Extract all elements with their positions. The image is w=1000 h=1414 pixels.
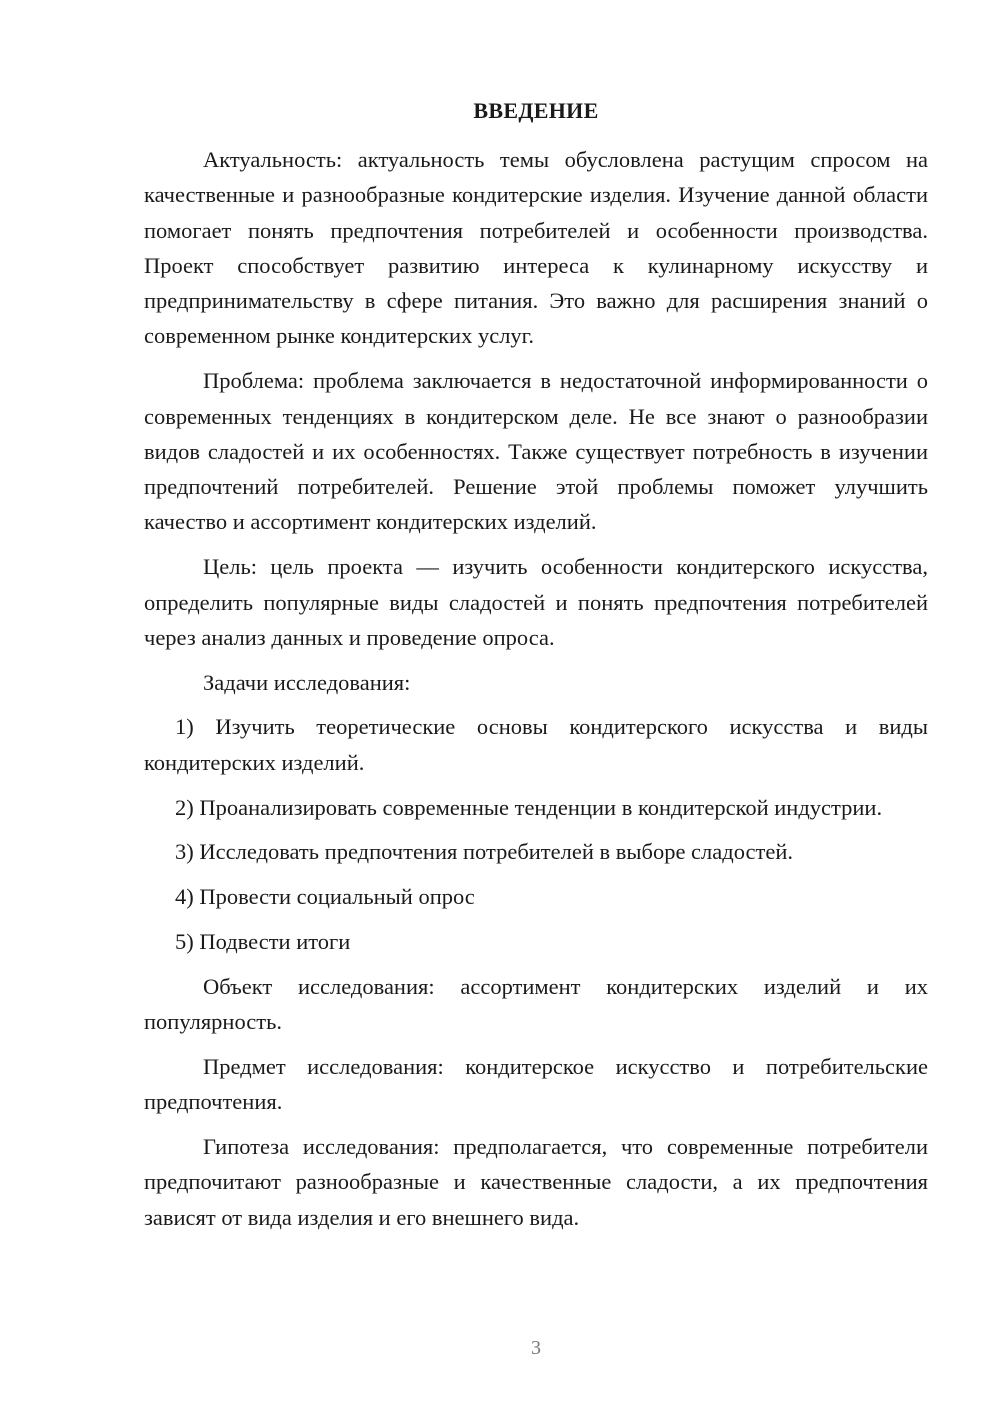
page-number: 3 [531,1337,541,1359]
paragraph-relevance: Актуальность: актуальность темы обусловлена растущим спросом на качественные и разнообразные кондитерские изделия. Изучение данной области помогает понять предпочтения потребителей и особенности производства. Проект способствует развитию интереса к кулинарному искусству и предпринимательству в сфере питания. Это важно для расширения знаний о современном рынке кондитерских услуг. [144,147,928,349]
task-item: 5) Подвести итоги [175,928,351,954]
task-item: 2) Проанализировать современные тенденции в кондитерской индустрии. [175,794,883,820]
page-title: ВВЕДЕНИЕ [473,98,599,123]
task-item: 1) Изучить теоретические основы кондитерского искусства и виды кондитерских изделий. [144,714,928,775]
body-text [144,142,928,1244]
paragraph-goal: Цель: цель проекта — изучить особенности кондитерского искусства, определить популярные виды сладостей и понять предпочтения потребителей через анализ данных и проведение опроса. [144,554,928,650]
paragraph-problem: Проблема: проблема заключается в недостаточной информированности о современных тенденциях в кондитерском деле. Не все знают о разнообразии видов сладостей и их особенностях. Также существует потребность в изучении предпочтений потребителей. Решение этой проблемы поможет улучшить качество и ассортимент кондитерских изделий. [144,368,928,535]
paragraph-hypothesis: Гипотеза исследования: предполагается, что современные потребители предпочитают разнообразные и качественные сладости, а их предпочтения зависят от вида изделия и его внешнего вида. [144,1133,928,1230]
paragraph-tasks-heading: Задачи исследования: [203,669,411,695]
paragraph-object: Объект исследования: ассортимент кондитерских изделий и их популярность. [144,973,928,1035]
paragraph-subject: Предмет исследования: кондитерское искусство и потребительские предпочтения. [144,1053,928,1115]
task-item: 3) Исследовать предпочтения потребителей в выборе сладостей. [175,839,793,865]
task-item: 4) Провести социальный опрос [175,884,475,910]
